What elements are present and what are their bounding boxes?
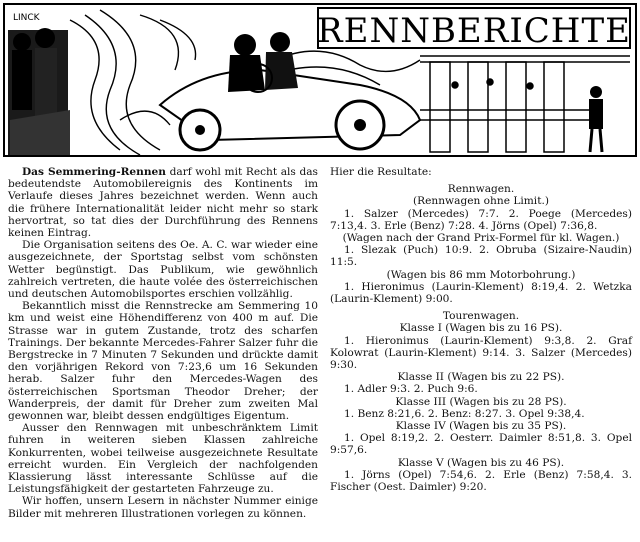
rennwagen-subheading: (Rennwagen ohne Limit.) [413, 195, 549, 208]
paragraph-text: darf wohl mit Recht als das bedeutendste Automobilereignis des Kontinents im Verlaufe dieses Jahres bezeichnet werden. Wenn auch die frühere Internationalität leider nicht mehr so stark hervortrat, so tat dies der Durchführung des Rennens keinen Eintrag. [8, 166, 318, 240]
bohrung-results: 1. Hieronimus (Laurin-Klement) 8:19,4. 2. Wetzka (Laurin-Klement) 9:00. [330, 280, 632, 306]
paragraph-3: Bekanntlich misst die Rennstrecke am Semmering 10 km und weist eine Höhendifferenz von 400 m auf. Die Strasse war in gutem Zustande, trotz des scharfen Trainings. Der bekannte Mercedes-Fahrer Salzer fuhr die Bergstrecke in 7 Minuten 7 Sekunden und drückte damit den vorjährigen Rekord von 7:23,6 um 16 Sekunden herab. Salzer fuhr den Mercedes-Wagen des österreichischen Sportsman Theodor Dreher; der Wanderpreis, der damit für Dreher zum zweiten Mal gewonnen war, bleibt dessen endgültiges Eigentum. [8, 300, 319, 423]
rennwagen-results: 1. Salzer (Mercedes) 7:7. 2. Poege (Mercedes) 7:13,4. 3. Erle (Benz) 7:28. 4. Jörns (Opel) 7:36,8. [330, 207, 632, 232]
artist-signature: LINCK [13, 13, 40, 23]
gp-results: 1. Slezak (Puch) 10:9. 2. Obruba (Sizaire-Naudin) 11:5. [330, 244, 632, 269]
paragraph-1 [8, 166, 318, 239]
klasse-5-results: 1. Jörns (Opel) 7:54,6. 2. Erle (Benz) 7:58,4. 3. Fischer (Oest. Daimler) 9:20. [330, 468, 632, 494]
klasse-4-results: 1. Opel 8:19,2. 2. Oesterr. Daimler 8:51,8. 3. Opel 9:57,6. [330, 432, 632, 457]
banner-title: RENNBERICHTE [317, 11, 631, 51]
results-right-column [330, 166, 632, 493]
klasse-2-heading: Klasse II (Wagen bis zu 22 PS). [397, 371, 565, 384]
klasse-1-results: 1. Hieronimus (Laurin-Klement) 9:3,8. 2. Graf Kolowrat (Laurin-Klement) 9:14. 3. Salzer (Mercedes) 9:30. [330, 334, 632, 372]
header-illustration [0, 0, 640, 160]
klasse-4-heading: Klasse IV (Wagen bis zu 35 PS). [395, 420, 567, 433]
klasse-1-heading: Klasse I (Wagen bis zu 16 PS). [399, 322, 563, 335]
paragraph-2: Die Organisation seitens des Oe. A. C. war wieder eine ausgezeichnete, der Sportstag selbst vom schönsten Wetter begünstigt. Das Publikum, wie gewöhnlich zahlreich vertreten, die haute volée des österreichischen und deutschen Automobilsportes erschien vollzählig. [8, 239, 318, 301]
klasse-5-heading: Klasse V (Wagen bis zu 46 PS). [397, 456, 565, 469]
paragraph-5: Wir hoffen, unsern Lesern in nächster Nummer einige Bilder mit mehreren Illustrationen vorlegen zu können. [8, 495, 318, 520]
article-left-column [8, 166, 318, 520]
spectators-drawing [8, 28, 70, 155]
tourenwagen-heading: Tourenwagen. [442, 310, 520, 323]
article-lead: Das Semmering-Rennen [22, 166, 166, 178]
rennwagen-heading: Rennwagen. [447, 183, 515, 196]
gp-heading: (Wagen nach der Grand Prix-Formel für kl. Wagen.) [342, 232, 620, 245]
results-intro: Hier die Resultate: [330, 166, 432, 178]
klasse-2-results: 1. Adler 9:3. 2. Puch 9:6. [344, 383, 478, 396]
bohrung-heading: (Wagen bis 86 mm Motorbohrung.) [386, 268, 576, 281]
klasse-3-heading: Klasse III (Wagen bis zu 28 PS). [395, 395, 567, 408]
klasse-3-results: 1. Benz 8:21,6. 2. Benz: 8:27. 3. Opel 9:38,4. [344, 407, 585, 420]
paragraph-4: Ausser den Rennwagen mit unbeschränktem Limit fuhren in weiteren sieben Klassen zahlreiche Konkurrenten, wobei teilweise ausgezeichnete Resultate erreicht wurden. Ein Vergleich der nachfolgenden Klassierung lässt interessante Schlüsse auf die Leistungsfähigkeit der gestarteten Fahrzeuge zu. [8, 422, 318, 496]
